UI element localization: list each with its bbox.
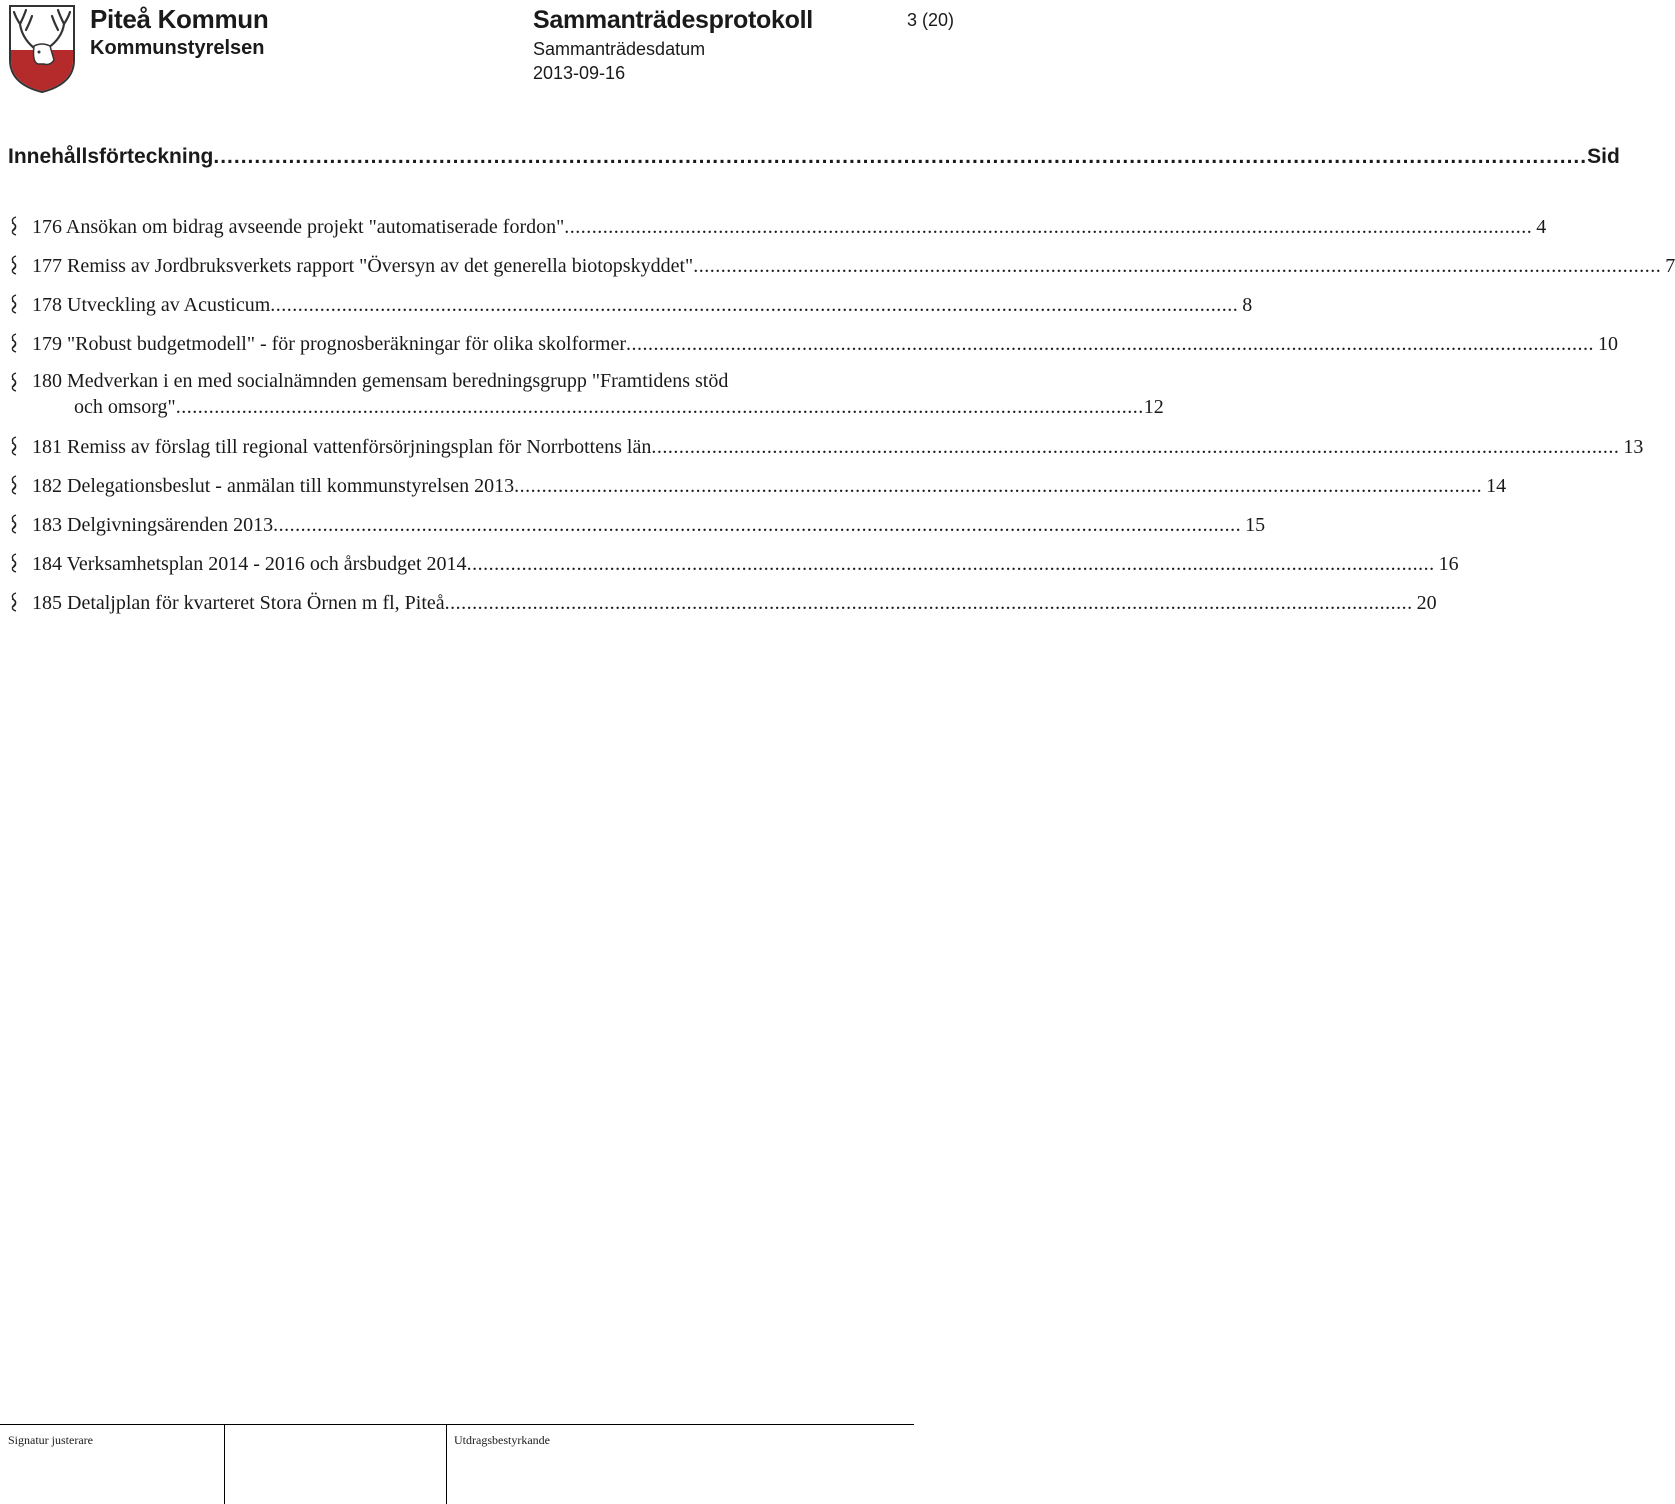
toc-item-page: 8: [1242, 294, 1253, 316]
toc-leader: ................................................................................................................................................................................: [693, 255, 1662, 277]
toc-leader: ................................................................................................................................................................................: [466, 553, 1435, 575]
toc-item[interactable]: [8, 329, 1618, 368]
section-bullet-icon: [8, 552, 20, 574]
signature-footer: [0, 1424, 914, 1504]
toc-item-page: 10: [1597, 333, 1618, 355]
toc-item-title: 177 Remiss av Jordbruksverkets rapport "Översyn av det generella biotopskyddet": [32, 255, 694, 277]
toc-item[interactable]: [8, 471, 1507, 510]
toc-item[interactable]: [8, 368, 1164, 432]
toc-heading-leader: .........................................................................................................................................................................................................: [213, 145, 1588, 168]
toc-leader: ................................................................................................................................................................................: [564, 216, 1533, 238]
toc-leader: ................................................................................................................................................................................: [270, 294, 1239, 316]
section-bullet-icon: [8, 215, 20, 237]
toc-item-page: 15: [1245, 514, 1266, 536]
toc-heading: [8, 145, 1620, 169]
toc-heading-label: Innehållsförteckning: [8, 145, 214, 168]
section-bullet-icon: [8, 513, 20, 535]
extract-box: [446, 1425, 912, 1504]
section-bullet-icon: [8, 591, 20, 613]
extract-label: Utdragsbestyrkande: [454, 1433, 550, 1447]
section-bullet-icon: [8, 332, 20, 354]
reindeer-shield-icon: [4, 2, 80, 94]
section-bullet-icon: [8, 435, 20, 457]
toc-item[interactable]: [8, 588, 1437, 627]
toc-item-title: 179 "Robust budgetmodell" - för prognosberäkningar för olika skolformer: [32, 333, 626, 355]
toc-item-page: 16: [1438, 553, 1459, 575]
org-unit: Kommunstyrelsen: [90, 37, 265, 59]
toc-item[interactable]: [8, 212, 1547, 251]
toc-item-title: 178 Utveckling av Acusticum: [32, 294, 271, 316]
signature-box: [0, 1425, 225, 1504]
toc-item-title-line1: 180 Medverkan i en med socialnämnden gemensam beredningsgrupp "Framtidens stöd: [32, 370, 729, 392]
toc-item-title: 183 Delgivningsärenden 2013: [32, 514, 274, 536]
org-name: Piteå Kommun: [90, 4, 269, 34]
toc-item-title: 182 Delegationsbeslut - anmälan till kommunstyrelsen 2013: [32, 475, 515, 497]
signature-box-2: [224, 1425, 447, 1504]
signature-label: Signatur justerare: [8, 1433, 93, 1447]
section-bullet-icon: [8, 371, 20, 393]
toc-item[interactable]: [8, 290, 1253, 329]
toc-item-page: 7: [1665, 255, 1675, 277]
toc-item-title: 184 Verksamhetsplan 2014 - 2016 och årsbudget 2014: [32, 553, 467, 575]
toc-item-page: 14: [1486, 475, 1507, 497]
toc-heading-page-label: Sid: [1587, 145, 1620, 168]
toc-list: [8, 212, 1675, 627]
toc-item[interactable]: [8, 432, 1644, 471]
toc-item-title: 181 Remiss av förslag till regional vattenförsörjningsplan för Norrbottens län: [32, 436, 652, 458]
toc-leader: ................................................................................................................................................................................: [625, 333, 1594, 355]
toc-item[interactable]: [8, 549, 1459, 588]
toc-item-page: 13: [1623, 436, 1644, 458]
date-value: 2013-09-16: [533, 63, 626, 83]
section-bullet-icon: [8, 474, 20, 496]
toc-leader: ................................................................................................................................................................................: [273, 514, 1242, 536]
toc-item[interactable]: [8, 251, 1675, 290]
toc-item-page: 12: [1143, 396, 1164, 418]
page-number: 3 (20): [906, 10, 954, 30]
toc-item[interactable]: [8, 510, 1266, 549]
toc-item-title: 185 Detaljplan för kvarteret Stora Örnen m fl, Piteå: [32, 592, 445, 614]
document-title: Sammanträdesprotokoll: [533, 6, 813, 34]
section-bullet-icon: [8, 254, 20, 276]
toc-leader: ................................................................................................................................................................................: [444, 592, 1413, 614]
toc-item-page: 20: [1416, 592, 1437, 614]
section-bullet-icon: [8, 293, 20, 315]
toc-item-page: 4: [1536, 216, 1547, 238]
toc-leader: ................................................................................................................................................................................: [175, 396, 1144, 418]
toc-item-title: 176 Ansökan om bidrag avseende projekt "automatiserade fordon": [32, 216, 565, 238]
toc-leader: ................................................................................................................................................................................: [651, 436, 1620, 458]
toc-leader: ................................................................................................................................................................................: [514, 475, 1483, 497]
toc-item-title-line2: och omsorg": [74, 396, 176, 418]
date-label: Sammanträdesdatum: [533, 39, 706, 59]
